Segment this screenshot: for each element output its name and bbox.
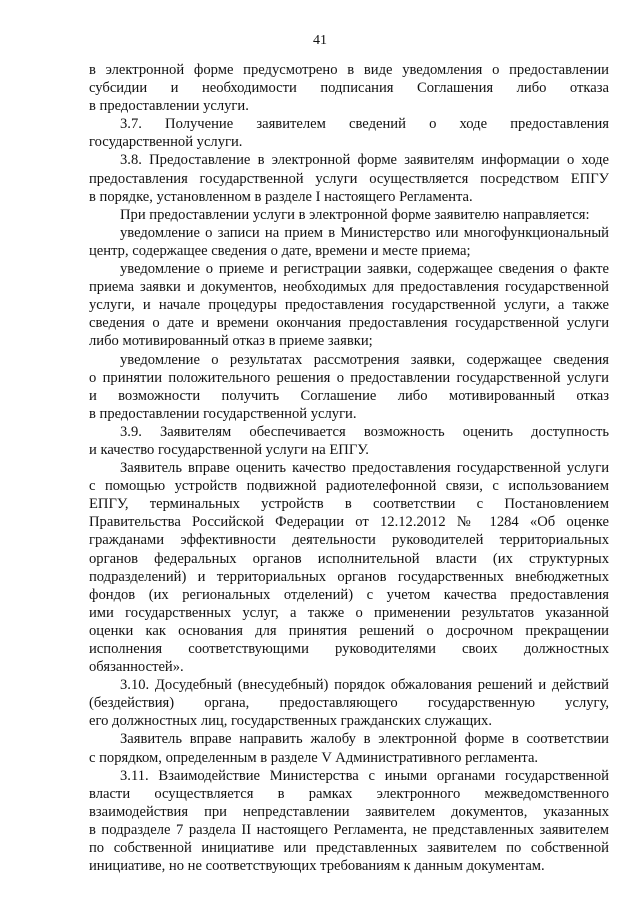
text-line: уведомление о результатах рассмотрения заявки, содержащее сведения — [120, 351, 609, 368]
text-line: власти осуществляется в рамках электронного межведомственного — [89, 785, 609, 802]
text-line: 3.7. Получение заявителем сведений о ходе предоставления — [120, 116, 609, 133]
text-line: и качество государственной услуги на ЕПГУ. — [89, 441, 369, 458]
text-line: и возможности получить Соглашение либо мотивированный отказ — [89, 387, 609, 404]
text-line: гражданами эффективности деятельности руководителей территориальных — [89, 532, 609, 549]
text-line: предоставления государственной услуги осуществляется посредством ЕПГУ — [89, 170, 609, 187]
text-line: 3.9. Заявителям обеспечивается возможность оценить доступность — [120, 423, 609, 440]
text-line: инициативе, но не соответствующих требованиям к данным документам. — [89, 858, 545, 875]
text-line: центр, содержащее сведения о дате, времени и месте приема; — [89, 242, 471, 259]
text-line: уведомление о приеме и регистрации заявки, содержащее сведения о факте — [120, 261, 609, 278]
text-line: либо мотивированный отказ в приеме заявки; — [89, 333, 373, 350]
text-line: сведения о дате и времени окончания предоставления государственной услуги — [89, 315, 609, 332]
text-line: обязанностей». — [89, 659, 184, 676]
text-line: 3.8. Предоставление в электронной форме заявителям информации о ходе — [120, 152, 609, 169]
text-line: 3.10. Досудебный (внесудебный) порядок обжалования решений и действий — [120, 677, 609, 694]
text-line: Заявитель вправе оценить качество предоставления государственной услуги — [120, 460, 609, 477]
text-line: ЕПГУ, терминальных устройств в соответствии с Постановлением — [89, 496, 609, 513]
text-line: взаимодействия при непредставлении заявителем документов, указанных — [89, 803, 609, 820]
text-line: подразделений) и территориальных органов государственных внебюджетных — [89, 568, 609, 585]
text-line: в подразделе 7 раздела II настоящего Регламента, не представленных заявителем — [89, 821, 609, 838]
text-line: в электронной форме предусмотрено в виде уведомления о предоставлении — [89, 62, 609, 78]
text-line: 3.11. Взаимодействие Министерства с иными органами государственной — [120, 767, 609, 784]
text-line: Правительства Российской Федерации от 12.12.2012 № 1284 «Об оценке — [89, 514, 609, 531]
text-line: приема заявки и документов, необходимых для предоставления государственной — [89, 279, 609, 296]
text-line: При предоставлении услуги в электронной форме заявителю направляется: — [120, 206, 590, 223]
text-line: по собственной инициативе или представленных заявителем по собственной — [89, 840, 609, 857]
text-line: с помощью устройств подвижной радиотелефонной связи, с использованием — [89, 478, 609, 495]
text-line: (бездействия) органа, предоставляющего государственную услугу, — [89, 695, 609, 712]
text-line: оценки как основания для принятия решений о досрочном прекращении — [89, 622, 609, 639]
text-line: Заявитель вправе направить жалобу в электронной форме в соответствии — [120, 731, 609, 748]
text-line: его должностных лиц, государственных гражданских служащих. — [89, 713, 492, 730]
document-body — [89, 61, 609, 875]
page-number: 41 — [313, 33, 327, 48]
text-line: субсидии и необходимости подписания Соглашения либо отказа — [89, 80, 609, 97]
text-line: о принятии положительного решения о предоставлении государственной услуги — [89, 369, 609, 386]
text-line: исполнения соответствующими руководителями своих должностных — [89, 641, 609, 657]
text-line: в предоставлении государственной услуги. — [89, 405, 357, 422]
text-line: уведомление о записи на прием в Министерство или многофункциональный — [120, 224, 609, 241]
text-line: государственной услуги. — [89, 134, 243, 151]
text-line: в предоставлении услуги. — [89, 98, 249, 115]
text-line: услуги, и начале процедуры предоставления государственной услуги, а также — [89, 297, 609, 314]
text-line: фондов (их региональных отделений) с учетом качества предоставления — [89, 586, 609, 603]
text-line: ими государственных услуг, а также о применении результатов указанной — [89, 604, 609, 621]
text-line: с порядком, определенным в разделе V Административного регламента. — [89, 749, 539, 766]
text-line: в порядке, установленном в разделе I настоящего Регламента. — [89, 188, 473, 205]
text-line: органов федеральных органов исполнительной власти (их структурных — [89, 550, 609, 567]
